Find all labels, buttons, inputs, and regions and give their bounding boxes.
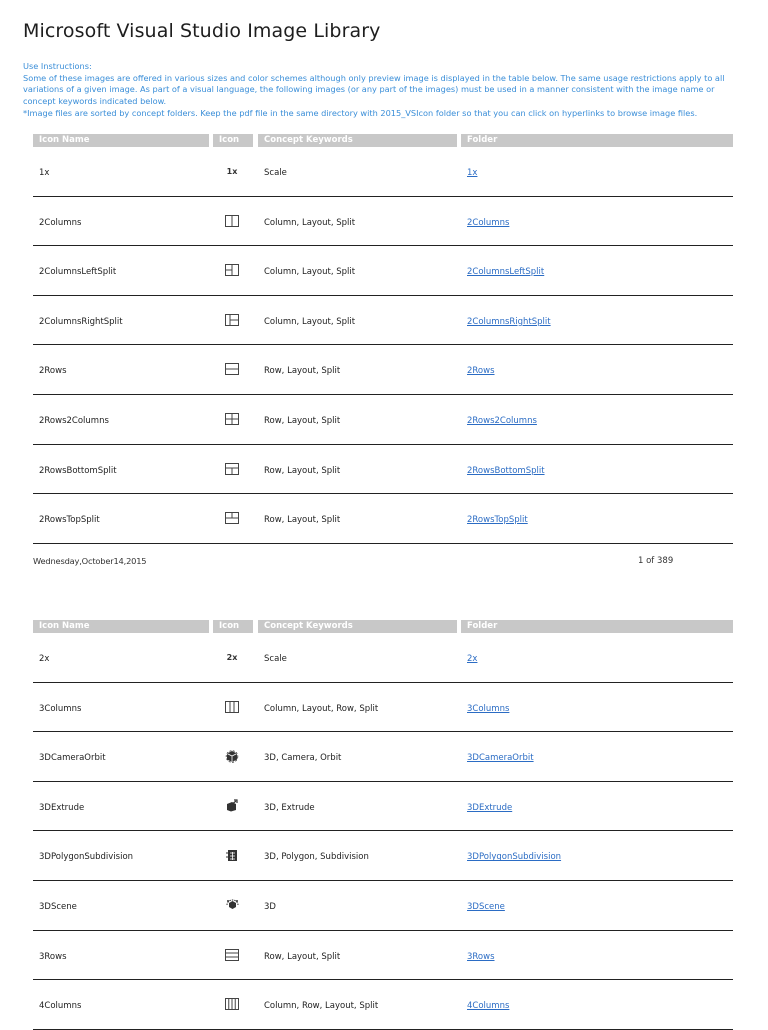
folder-link[interactable]: 3DExtrude: [467, 802, 513, 813]
table-row: [33, 494, 733, 544]
table-row: [33, 395, 733, 445]
table-row: [33, 683, 733, 733]
concept-keywords-cell: Row, Layout, Split: [264, 366, 341, 377]
3d-extrude-icon: [223, 799, 241, 813]
header-concept-keywords: Concept Keywords: [258, 620, 457, 633]
icon-name-cell: 2ColumnsLeftSplit: [39, 267, 117, 278]
concept-keywords-cell: Row, Layout, Split: [264, 465, 341, 476]
two-columns-left-split-icon: [223, 263, 241, 277]
header-icon-name: Icon Name: [33, 134, 209, 147]
concept-keywords-cell: 3D: [264, 901, 276, 912]
folder-link[interactable]: 3Columns: [467, 703, 510, 714]
table-row: [33, 633, 733, 683]
footer-page-number: 1 of 389: [638, 556, 674, 566]
header-concept-keywords: Concept Keywords: [258, 134, 457, 147]
table-header: [33, 134, 733, 147]
table-row: [33, 732, 733, 782]
table-row: [33, 881, 733, 931]
folder-link[interactable]: 2Rows: [467, 366, 495, 377]
icon-name-cell: 3DExtrude: [39, 802, 85, 813]
folder-link[interactable]: 3DPolygonSubdivision: [467, 852, 562, 863]
table-row: [33, 931, 733, 981]
four-columns-icon: [223, 997, 241, 1011]
concept-keywords-cell: Scale: [264, 654, 287, 664]
instructions-note: *Image files are sorted by concept folders. Keep the pdf file in the same directory with 2015_VSIcon folder so that you can click on hyperlinks to browse image files.: [23, 107, 698, 118]
concept-keywords-cell: 3D, Extrude: [264, 802, 315, 813]
two-columns-right-split-icon: [223, 313, 241, 327]
table-header: [33, 620, 733, 633]
two-rows-icon: [223, 362, 241, 376]
three-columns-icon: [223, 700, 241, 714]
folder-link[interactable]: 3Rows: [467, 951, 495, 962]
table-row: [33, 246, 733, 296]
icon-name-cell: 2Columns: [39, 217, 82, 228]
icon-name-cell: 3Columns: [39, 703, 82, 714]
concept-keywords-cell: 3D, Polygon, Subdivision: [264, 852, 369, 863]
3d-camera-orbit-icon: [223, 749, 241, 763]
table-row: [33, 980, 733, 1030]
icon-name-cell: 2x: [39, 654, 50, 664]
two-rows-bottom-split-icon: [223, 462, 241, 476]
concept-keywords-cell: Row, Layout, Split: [264, 515, 341, 526]
table-row: [33, 782, 733, 832]
header-folder: Folder: [461, 134, 733, 147]
two-columns-icon: [223, 214, 241, 228]
image-table-page-2: [33, 620, 733, 1030]
concept-keywords-cell: Column, Layout, Row, Split: [264, 703, 379, 714]
icon-name-cell: 3Rows: [39, 951, 67, 962]
icon-name-cell: 2RowsTopSplit: [39, 515, 100, 526]
folder-link[interactable]: 2ColumnsRightSplit: [467, 316, 551, 327]
concept-keywords-cell: Column, Layout, Split: [264, 316, 356, 327]
3d-polygon-subdivision-icon: [223, 848, 241, 862]
table-row: [33, 445, 733, 495]
icon-name-cell: 3DPolygonSubdivision: [39, 852, 134, 863]
folder-link[interactable]: 3DCameraOrbit: [467, 753, 534, 764]
folder-link[interactable]: 1x: [467, 168, 478, 178]
header-folder: Folder: [461, 620, 733, 633]
folder-link[interactable]: 2ColumnsLeftSplit: [467, 267, 545, 278]
concept-keywords-cell: Column, Row, Layout, Split: [264, 1001, 379, 1012]
icon-name-cell: 2Rows: [39, 366, 67, 377]
1x-icon: [223, 164, 241, 178]
table-row: [33, 345, 733, 395]
three-rows-icon: [223, 948, 241, 962]
image-table-page-1: [33, 134, 733, 544]
icon-name-cell: 2Rows2Columns: [39, 415, 109, 426]
folder-link[interactable]: 2Rows2Columns: [467, 415, 537, 426]
concept-keywords-cell: Row, Layout, Split: [264, 415, 341, 426]
table-row: [33, 831, 733, 881]
3d-scene-icon: [223, 898, 241, 912]
instructions-heading: Use Instructions:: [23, 61, 92, 71]
concept-keywords-cell: Column, Layout, Split: [264, 267, 356, 278]
folder-link[interactable]: 2Columns: [467, 217, 510, 228]
table-row: [33, 147, 733, 197]
two-rows-top-split-icon: [223, 511, 241, 525]
concept-keywords-cell: Scale: [264, 168, 287, 178]
header-icon-name: Icon Name: [33, 620, 209, 633]
folder-link[interactable]: 3DScene: [467, 901, 505, 912]
concept-keywords-cell: 3D, Camera, Orbit: [264, 753, 342, 764]
concept-keywords-cell: Column, Layout, Split: [264, 217, 356, 228]
footer-date: Wednesday,October14,2015: [33, 556, 147, 566]
2x-icon: [223, 650, 241, 664]
icon-name-cell: 3DCameraOrbit: [39, 753, 106, 764]
folder-link[interactable]: 2RowsTopSplit: [467, 515, 528, 526]
icon-name-cell: 4Columns: [39, 1001, 82, 1012]
instructions-body: Some of these images are offered in various sizes and color schemes although only preview image is displayed in the table below. The same usage restrictions apply to all variations of a given image. As part of a visual language, the following images (or any part of the images) must be used in a manner consistent with the image name or concept keywords indicated below.: [23, 72, 725, 107]
icon-name-cell: 3DScene: [39, 901, 77, 912]
concept-keywords-cell: Row, Layout, Split: [264, 951, 341, 962]
icon-glyph-text: 1x: [226, 166, 238, 176]
folder-link[interactable]: 2RowsBottomSplit: [467, 465, 545, 476]
header-icon: Icon: [213, 134, 253, 147]
icon-name-cell: 2RowsBottomSplit: [39, 465, 117, 476]
folder-link[interactable]: 2x: [467, 654, 478, 664]
table-row: [33, 197, 733, 247]
icon-glyph-text: 2x: [226, 652, 238, 662]
icon-name-cell: 1x: [39, 168, 50, 178]
table-row: [33, 296, 733, 346]
icon-name-cell: 2ColumnsRightSplit: [39, 316, 123, 327]
page-title: Microsoft Visual Studio Image Library: [23, 20, 381, 42]
header-icon: Icon: [213, 620, 253, 633]
folder-link[interactable]: 4Columns: [467, 1001, 510, 1012]
use-instructions: [23, 61, 743, 120]
two-rows-two-columns-icon: [223, 412, 241, 426]
